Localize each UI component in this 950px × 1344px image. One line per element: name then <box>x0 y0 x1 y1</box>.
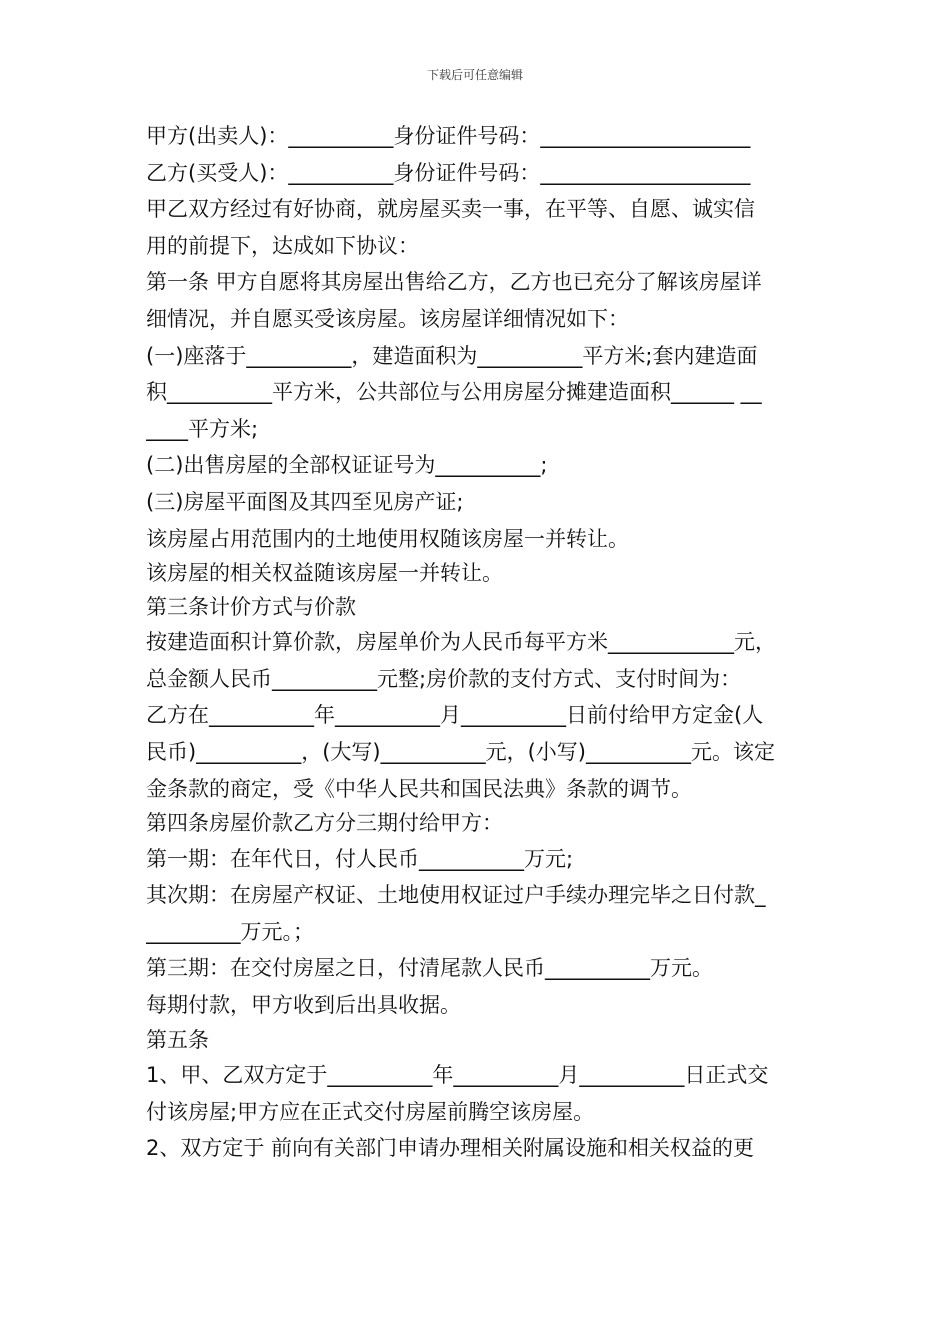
text-line: 第五条 <box>146 1027 209 1052</box>
text-line: 每期付款，甲方收到后出具收据。 <box>146 992 461 1017</box>
text-line: 第三条计价方式与价款 <box>146 594 356 619</box>
text-line: 第三期：在交付房屋之日，付清尾款人民币__________万元。 <box>146 956 713 981</box>
text-line: (一)座落于__________，建造面积为__________平方米;套内建造面 <box>146 343 758 368</box>
text-line: 总金额人民币__________元整;房价款的支付方式、支付时间为： <box>146 666 742 691</box>
text-line: 该房屋占用范围内的土地使用权随该房屋一并转让。 <box>146 526 629 551</box>
text-line: 2、双方定于 前向有关部门申请办理相关附属设施和相关权益的更 <box>146 1136 755 1161</box>
text-line: 民币)__________，(大写)__________元，(小写)__________元。该定 <box>146 739 775 764</box>
text-line: 甲乙双方经过有好协商，就房屋买卖一事，在平等、自愿、诚实信 <box>146 197 755 222</box>
text-line: 1、甲、乙双方定于__________年__________月__________日正式交 <box>146 1063 769 1088</box>
text-line: 其次期：在房屋产权证、土地使用权证过户手续办理完毕之日付款_ <box>146 883 766 908</box>
contract-body <box>146 118 826 1167</box>
text-line: 付该房屋;甲方应在正式交付房屋前腾空该房屋。 <box>146 1099 595 1124</box>
text-line: 甲方(出卖人)：__________身份证件号码：____________________ <box>146 124 751 148</box>
text-line: 用的前提下，达成如下协议： <box>146 233 419 258</box>
text-line: 第一期：在年代日，付人民币__________万元; <box>146 846 574 871</box>
page-header: 下载后可任意编辑 <box>426 68 523 82</box>
text-line: ____平方米; <box>146 416 259 441</box>
text-line: (二)出售房屋的全部权证证号为__________; <box>146 453 548 478</box>
text-line: 乙方在__________年__________月__________日前付给甲方定金(人 <box>146 703 764 728</box>
text-line: 第一条 甲方自愿将其房屋出售给乙方，乙方也已充分了解该房屋详 <box>146 270 762 295</box>
text-line: 细情况，并自愿买受该房屋。该房屋详细情况如下： <box>146 306 629 331</box>
text-line: 金条款的商定，受《中华人民共和国民法典》条款的调节。 <box>146 776 692 801</box>
text-line: 该房屋的相关权益随该房屋一并转让。 <box>146 561 503 586</box>
text-line: 按建造面积计算价款，房屋单价为人民币每平方米____________元， <box>146 630 776 655</box>
text-line: 乙方(买受人)：__________身份证件号码：____________________ <box>146 160 751 185</box>
text-line: 积__________平方米，公共部位与公用房屋分摊建造面积______ __ <box>146 380 762 405</box>
text-line: _________万元。； <box>146 919 314 944</box>
text-line: (三)房屋平面图及其四至见房产证; <box>146 489 464 514</box>
text-line: 第四条房屋价款乙方分三期付给甲方： <box>146 811 503 836</box>
